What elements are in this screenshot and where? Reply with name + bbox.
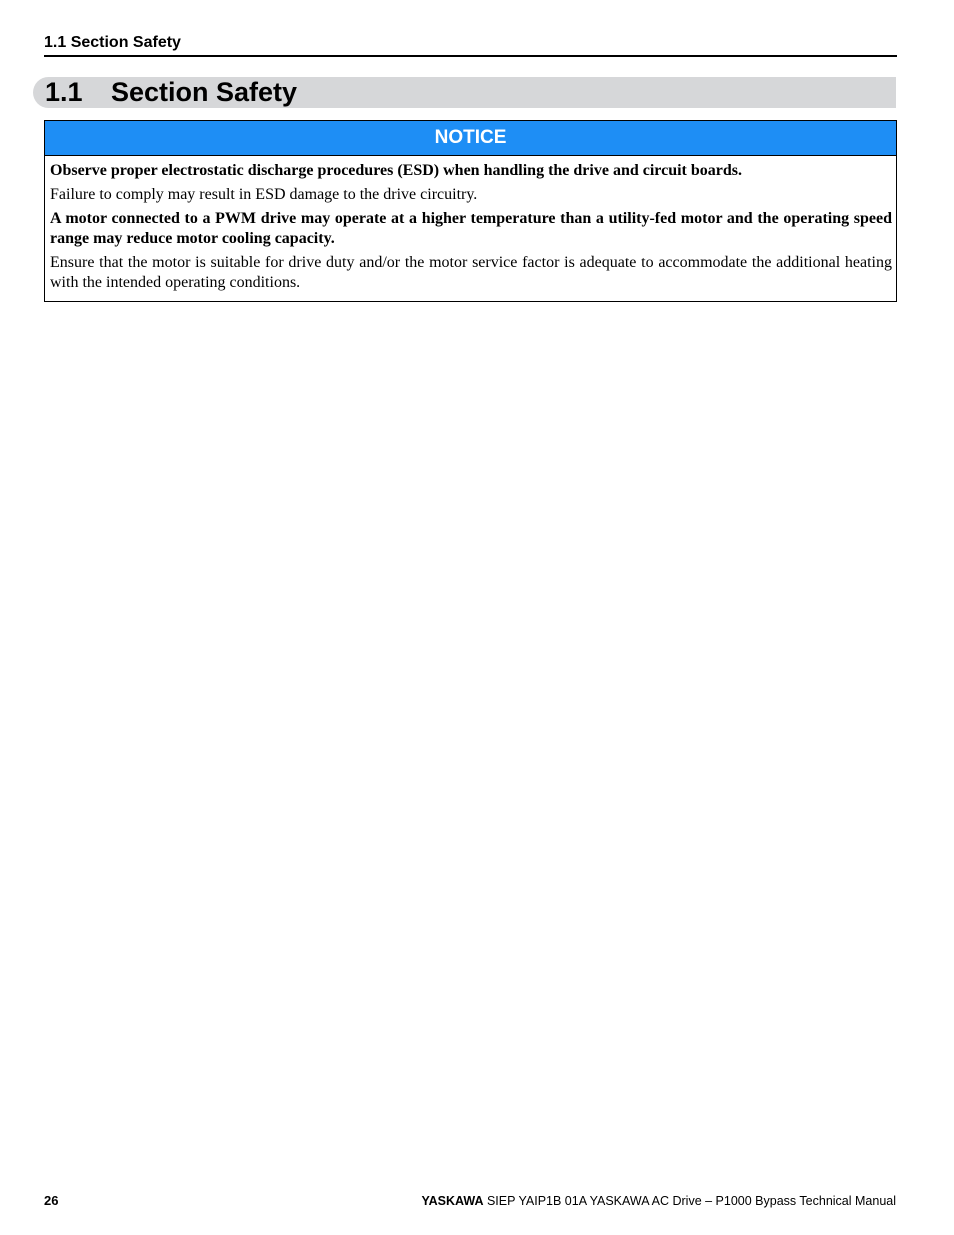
page-number: 26 <box>44 1193 59 1208</box>
section-number: 1.1 <box>45 77 83 107</box>
running-header <box>44 33 897 57</box>
running-header-text: 1.1 Section Safety <box>44 34 181 51</box>
notice-consequence-motor: Ensure that the motor is suitable for drive duty and/or the motor service factor is adequate to accommodate the additional heating with the intended operating conditions. <box>50 254 892 291</box>
section-heading-bar <box>33 77 896 108</box>
notice-consequence-esd: Failure to comply may result in ESD damage to the drive circuitry. <box>50 186 478 203</box>
notice-instruction-motor: A motor connected to a PWM drive may operate at a higher temperature than a utility-fed motor and the operating speed range may reduce motor cooling capacity. <box>50 210 892 247</box>
section-heading <box>45 77 297 108</box>
section-title: Section Safety <box>111 77 298 107</box>
notice-box <box>44 120 897 302</box>
notice-body <box>45 156 896 293</box>
notice-label: NOTICE <box>45 121 896 156</box>
notice-instruction-esd: Observe proper electrostatic discharge procedures (ESD) when handling the drive and circuit boards. <box>50 162 742 179</box>
footer-manual-title <box>421 1193 896 1209</box>
footer-brand: YASKAWA <box>421 1194 484 1208</box>
footer-title-text: SIEP YAIP1B 01A YASKAWA AC Drive – P1000 Bypass Technical Manual <box>483 1194 896 1208</box>
